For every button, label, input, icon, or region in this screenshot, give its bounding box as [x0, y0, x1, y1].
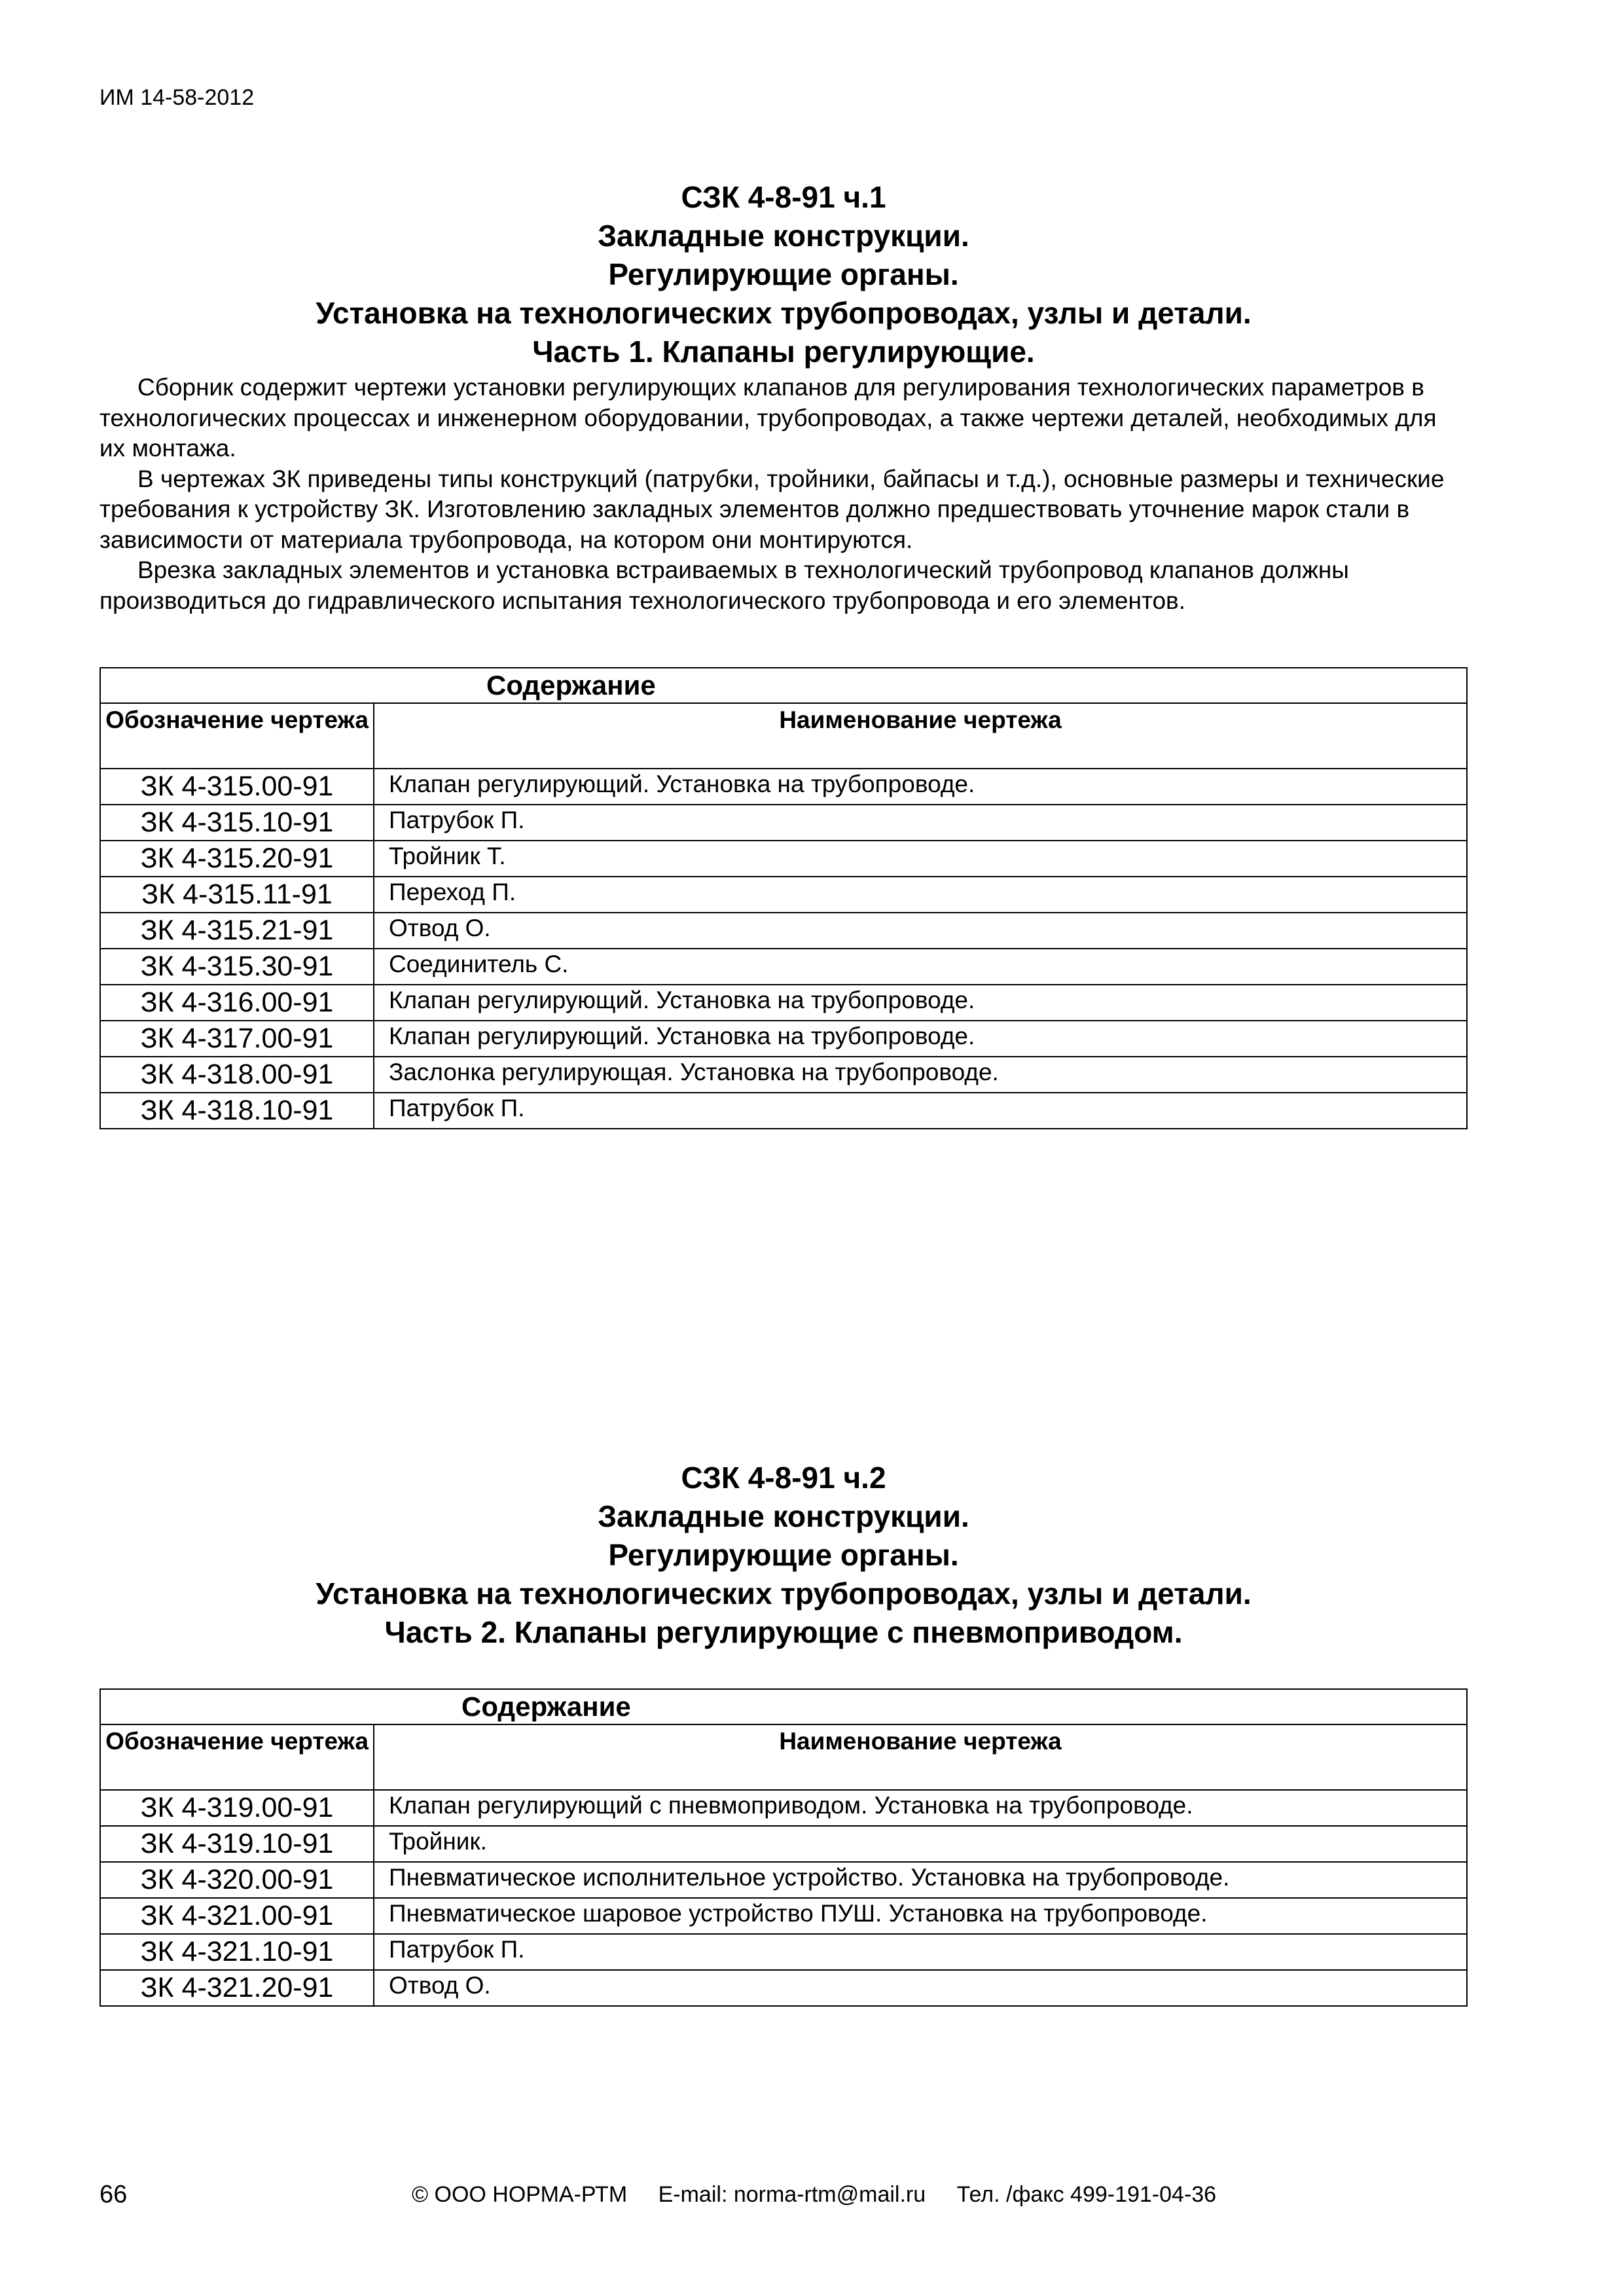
drawing-designation: ЗК 4-315.11-91	[100, 877, 374, 913]
drawing-designation: ЗК 4-315.20-91	[100, 841, 374, 877]
title-line: Закладные конструкции.	[598, 219, 969, 253]
paragraph: Врезка закладных элементов и установка встраиваемых в технологический трубопровод клапанов должны производиться до гидравлического испытания технологического трубопровода и его элементов.	[99, 556, 1349, 614]
copyright-text: © ООО НОРМА-РТМ	[412, 2182, 628, 2207]
table-row	[100, 1934, 1467, 1970]
table-row	[100, 1862, 1467, 1898]
paragraph: В чертежах ЗК приведены типы конструкций (патрубки, тройники, байпасы и т.д.), основные размеры и технические требования к устройству ЗК. Изготовлению закладных элементов должно предшествовать уточнение марок стали в зависимости от материала трубопровода, на котором они монтируются.	[99, 465, 1445, 553]
table-row	[100, 949, 1467, 985]
drawing-designation: ЗК 4-318.00-91	[100, 1057, 374, 1093]
drawing-designation: ЗК 4-320.00-91	[100, 1862, 374, 1898]
drawing-designation: ЗК 4-319.00-91	[100, 1790, 374, 1826]
table-caption-text: Содержание	[461, 1691, 631, 1722]
column-header-name: Наименование чертежа	[374, 1724, 1467, 1790]
page-number: 66	[99, 2181, 128, 2208]
column-header-designation: Обозначение чертежа	[100, 703, 374, 769]
title-line: Установка на технологических трубопроводах, узлы и детали.	[316, 1576, 1252, 1611]
title-line: Часть 2. Клапаны регулирующие с пневмоприводом.	[384, 1615, 1183, 1649]
title-line: Регулирующие органы.	[608, 1538, 959, 1572]
email-text[interactable]: E-mail: norma-rtm@mail.ru	[658, 2182, 926, 2207]
contents-table	[99, 667, 1468, 1129]
title-line: СЗК 4-8-91 ч.2	[681, 1461, 886, 1495]
drawing-name: Отвод О.	[374, 1970, 1467, 2006]
drawing-name: Отвод О.	[374, 913, 1467, 949]
table-row	[100, 913, 1467, 949]
drawing-designation: ЗК 4-318.10-91	[100, 1093, 374, 1129]
contents-table	[99, 1688, 1468, 2007]
column-header-name: Наименование чертежа	[374, 703, 1467, 769]
drawing-designation: ЗК 4-315.10-91	[100, 805, 374, 841]
table-row	[100, 877, 1467, 913]
table-row	[100, 1898, 1467, 1934]
table-row	[100, 1093, 1467, 1129]
drawing-designation: ЗК 4-321.20-91	[100, 1970, 374, 2006]
title-line: СЗК 4-8-91 ч.1	[681, 180, 886, 214]
drawing-name: Патрубок П.	[374, 1093, 1467, 1129]
title-line: Часть 1. Клапаны регулирующие.	[532, 335, 1035, 369]
title-line: Регулирующие органы.	[608, 257, 959, 291]
drawing-designation: ЗК 4-316.00-91	[100, 985, 374, 1021]
drawing-name: Клапан регулирующий. Установка на трубопроводе.	[374, 985, 1467, 1021]
table-row	[100, 1057, 1467, 1093]
drawing-name: Заслонка регулирующая. Установка на трубопроводе.	[374, 1057, 1467, 1093]
drawing-name: Клапан регулирующий. Установка на трубопроводе.	[374, 769, 1467, 805]
table-row	[100, 1790, 1467, 1826]
page-footer	[99, 2181, 1468, 2214]
drawing-name: Клапан регулирующий. Установка на трубопроводе.	[374, 1021, 1467, 1057]
table-caption-text: Содержание	[486, 670, 656, 701]
table-row	[100, 1826, 1467, 1862]
table-caption	[100, 668, 1467, 703]
drawing-name: Соединитель С.	[374, 949, 1467, 985]
drawing-name: Патрубок П.	[374, 1934, 1467, 1970]
intro-text	[99, 373, 1468, 616]
drawing-name: Патрубок П.	[374, 805, 1467, 841]
publisher-info	[412, 2182, 1241, 2208]
table-row	[100, 841, 1467, 877]
paragraph: Сборник содержит чертежи установки регулирующих клапанов для регулирования технологических параметров в технологических процессах и инженерном оборудовании, трубопроводах, а также чертежи деталей, необходимых для их монтажа.	[99, 374, 1437, 462]
drawing-name: Тройник Т.	[374, 841, 1467, 877]
table-row	[100, 1021, 1467, 1057]
drawing-designation: ЗК 4-315.00-91	[100, 769, 374, 805]
drawing-name: Пневматическое шаровое устройство ПУШ. Установка на трубопроводе.	[374, 1898, 1467, 1934]
document-code: ИМ 14-58-2012	[99, 85, 255, 110]
table-row	[100, 1970, 1467, 2006]
drawing-designation: ЗК 4-315.21-91	[100, 913, 374, 949]
section-title	[99, 1459, 1468, 1652]
drawing-designation: ЗК 4-315.30-91	[100, 949, 374, 985]
table-caption	[100, 1689, 1467, 1724]
table-row	[100, 769, 1467, 805]
drawing-designation: ЗК 4-321.10-91	[100, 1934, 374, 1970]
drawing-name: Клапан регулирующий с пневмоприводом. Установка на трубопроводе.	[374, 1790, 1467, 1826]
column-header-designation: Обозначение чертежа	[100, 1724, 374, 1790]
drawing-name: Пневматическое исполнительное устройство. Установка на трубопроводе.	[374, 1862, 1467, 1898]
drawing-designation: ЗК 4-321.00-91	[100, 1898, 374, 1934]
phone-text: Тел. /факс 499-191-04-36	[956, 2182, 1217, 2207]
drawing-name: Тройник.	[374, 1826, 1467, 1862]
section-part-2	[99, 1459, 1468, 2007]
drawing-designation: ЗК 4-319.10-91	[100, 1826, 374, 1862]
table-row	[100, 985, 1467, 1021]
section-title	[99, 178, 1468, 371]
title-line: Закладные конструкции.	[598, 1499, 969, 1533]
table-row	[100, 805, 1467, 841]
section-part-1	[99, 178, 1468, 1129]
title-line: Установка на технологических трубопроводах, узлы и детали.	[316, 296, 1252, 330]
drawing-designation: ЗК 4-317.00-91	[100, 1021, 374, 1057]
drawing-name: Переход П.	[374, 877, 1467, 913]
